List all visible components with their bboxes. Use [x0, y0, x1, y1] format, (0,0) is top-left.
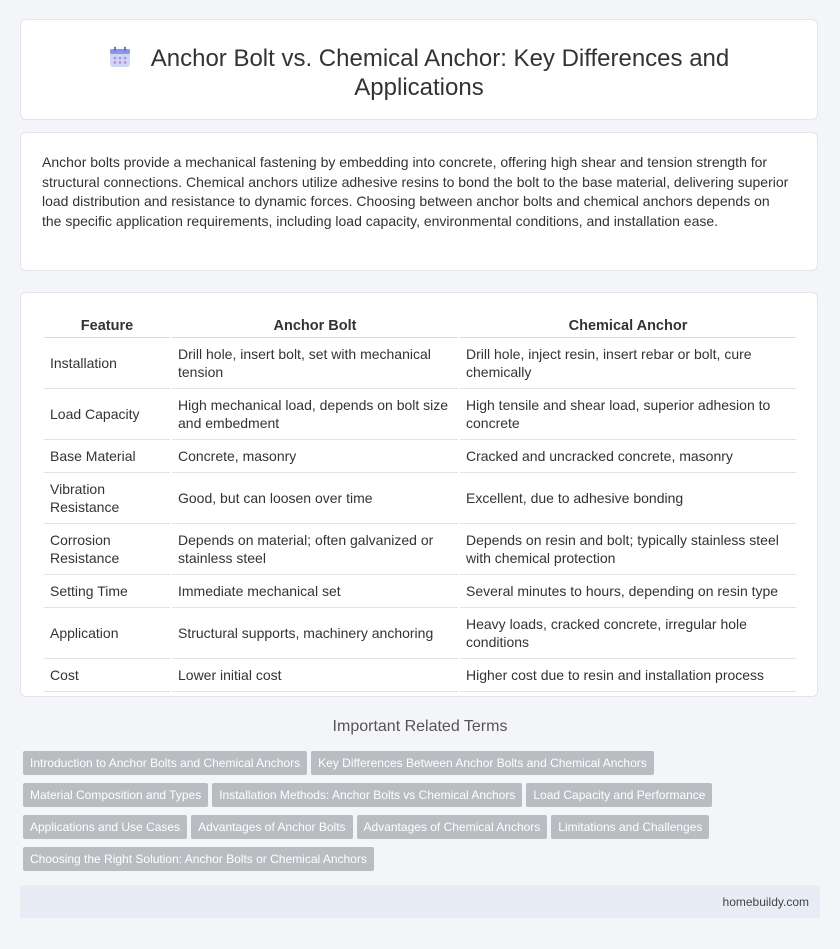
tag-limitations[interactable]: Limitations and Challenges — [551, 815, 709, 839]
row-chemical-anchor: Drill hole, inject resin, insert rebar or bolt, cure chemically — [460, 338, 796, 389]
related-terms-tags — [23, 751, 803, 879]
row-feature: Base Material — [44, 440, 170, 473]
tag-key-differences[interactable]: Key Differences Between Anchor Bolts and Chemical Anchors — [311, 751, 654, 775]
row-feature: Installation — [44, 338, 170, 389]
row-chemical-anchor: Depends on resin and bolt; typically stainless steel with chemical protection — [460, 524, 796, 575]
row-chemical-anchor: Excellent, due to adhesive bonding — [460, 473, 796, 524]
comparison-card — [20, 292, 818, 697]
row-anchor-bolt: Immediate mechanical set — [172, 575, 458, 608]
row-feature: Load Capacity — [44, 389, 170, 440]
header-feature: Feature — [44, 316, 170, 338]
table-row — [44, 440, 796, 473]
row-feature: Vibration Resistance — [44, 473, 170, 524]
related-terms-title: Important Related Terms — [332, 718, 508, 735]
row-chemical-anchor: Cracked and uncracked concrete, masonry — [460, 440, 796, 473]
tag-choosing-solution[interactable]: Choosing the Right Solution: Anchor Bolts or Chemical Anchors — [23, 847, 374, 871]
footer — [20, 885, 820, 918]
intro-paragraph: Anchor bolts provide a mechanical fastening by embedding into concrete, offering high shear and tension strength for structural connections. Chemical anchors utilize adhesive resins to bond the bolt to the base material, delivering superior load distribution and resistance to dynamic forces. Choosing between anchor bolts and chemical anchors depends on the specific application requirements, including load capacity, environmental conditions, and installation ease. — [42, 154, 789, 229]
page-title — [21, 44, 817, 102]
tag-row — [23, 751, 803, 783]
title-line-1: Anchor Bolt vs. Chemical Anchor: Key Differences and — [150, 45, 730, 72]
header-anchor-bolt: Anchor Bolt — [172, 316, 458, 338]
row-chemical-anchor: High tensile and shear load, superior adhesion to concrete — [460, 389, 796, 440]
row-anchor-bolt: Concrete, masonry — [172, 440, 458, 473]
tag-row — [23, 847, 803, 879]
comparison-table — [42, 316, 798, 692]
tag-row — [23, 783, 803, 815]
table-row — [44, 608, 796, 659]
tag-row — [23, 815, 803, 847]
title-card — [20, 19, 818, 120]
table-row — [44, 338, 796, 389]
header-chemical-anchor: Chemical Anchor — [460, 316, 796, 338]
row-anchor-bolt: Drill hole, insert bolt, set with mechanical tension — [172, 338, 458, 389]
tag-advantages-anchor-bolts[interactable]: Advantages of Anchor Bolts — [191, 815, 352, 839]
tag-installation-methods[interactable]: Installation Methods: Anchor Bolts vs Chemical Anchors — [212, 783, 522, 807]
tag-introduction[interactable]: Introduction to Anchor Bolts and Chemical Anchors — [23, 751, 307, 775]
tag-applications[interactable]: Applications and Use Cases — [23, 815, 187, 839]
tag-material-composition[interactable]: Material Composition and Types — [23, 783, 208, 807]
row-chemical-anchor: Higher cost due to resin and installation process — [460, 659, 796, 692]
row-chemical-anchor: Several minutes to hours, depending on resin type — [460, 575, 796, 608]
calendar-icon — [109, 46, 131, 68]
row-feature: Cost — [44, 659, 170, 692]
footer-site[interactable]: homebuildy.com — [722, 895, 809, 909]
row-anchor-bolt: Good, but can loosen over time — [172, 473, 458, 524]
row-feature: Setting Time — [44, 575, 170, 608]
table-row — [44, 524, 796, 575]
title-line-2: Applications — [354, 74, 484, 101]
row-anchor-bolt: Depends on material; often galvanized or stainless steel — [172, 524, 458, 575]
tag-load-capacity[interactable]: Load Capacity and Performance — [526, 783, 712, 807]
table-row — [44, 659, 796, 692]
row-chemical-anchor: Heavy loads, cracked concrete, irregular hole conditions — [460, 608, 796, 659]
table-row — [44, 389, 796, 440]
table-row — [44, 575, 796, 608]
row-anchor-bolt: Lower initial cost — [172, 659, 458, 692]
table-header-row — [44, 316, 796, 338]
table-row — [44, 473, 796, 524]
row-anchor-bolt: Structural supports, machinery anchoring — [172, 608, 458, 659]
intro-card — [20, 132, 818, 271]
row-feature: Corrosion Resistance — [44, 524, 170, 575]
tag-advantages-chemical-anchors[interactable]: Advantages of Chemical Anchors — [357, 815, 548, 839]
row-anchor-bolt: High mechanical load, depends on bolt size and embedment — [172, 389, 458, 440]
row-feature: Application — [44, 608, 170, 659]
